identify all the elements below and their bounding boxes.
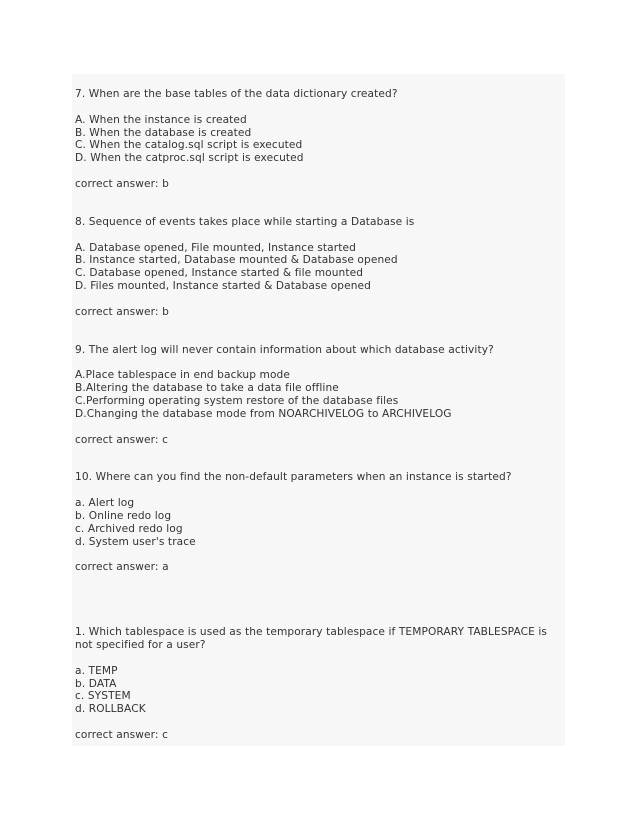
question-text: 7. When are the base tables of the data dictionary created? (75, 88, 398, 100)
question-block (75, 344, 561, 447)
option-d: D. Files mounted, Instance started & Database opened (75, 279, 371, 292)
option-b: B. When the database is created (75, 126, 252, 139)
correct-answer: correct answer: c (75, 728, 168, 741)
option-a: A. Database opened, File mounted, Instance started (75, 241, 356, 254)
option-a: a. TEMP (75, 664, 118, 677)
question-block (75, 88, 561, 191)
question-block (75, 471, 561, 574)
option-c: C. When the catalog.sql script is executed (75, 139, 303, 152)
option-b: b. DATA (75, 677, 117, 690)
correct-answer: correct answer: c (75, 433, 168, 446)
question-block (75, 216, 561, 319)
option-d: D. When the catproc.sql script is executed (75, 152, 304, 165)
option-c: c. Archived redo log (75, 522, 183, 535)
correct-answer: correct answer: a (75, 561, 169, 574)
option-a: a. Alert log (75, 497, 135, 510)
correct-answer: correct answer: b (75, 177, 169, 190)
question-block (75, 626, 561, 742)
option-b: b. Online redo log (75, 509, 172, 522)
option-b: B. Instance started, Database mounted & Database opened (75, 254, 398, 267)
question-text: 8. Sequence of events takes place while starting a Database is (75, 215, 415, 228)
option-a: A.Place tablespace in end backup mode (75, 369, 290, 382)
quiz-content (75, 88, 561, 742)
question-text: 1. Which tablespace is used as the temporary tablespace if TEMPORARY TABLESPACE is not specified for a user? (75, 626, 548, 651)
option-c: C.Performing operating system restore of the database files (75, 394, 399, 407)
option-d: d. ROLLBACK (75, 703, 146, 716)
option-d: d. System user's trace (75, 535, 196, 548)
correct-answer: correct answer: b (75, 305, 169, 318)
option-a: A. When the instance is created (75, 113, 247, 126)
option-c: C. Database opened, Instance started & file mounted (75, 267, 364, 280)
option-b: B.Altering the database to take a data file offline (75, 382, 339, 395)
option-c: c. SYSTEM (75, 690, 131, 703)
question-text: 10. Where can you find the non-default parameters when an instance is started? (75, 471, 512, 484)
question-text: 9. The alert log will never contain information about which database activity? (75, 343, 494, 356)
option-d: D.Changing the database mode from NOARCHIVELOG to ARCHIVELOG (75, 407, 452, 420)
